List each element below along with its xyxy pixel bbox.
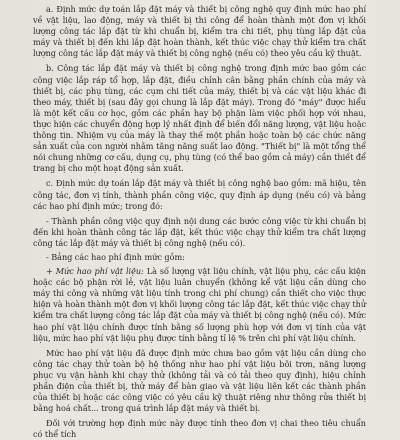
paragraph-cost-table: - Bảng các hao phí định mức gồm:	[46, 251, 185, 262]
paragraph-cutoff: Đối với trường hợp định mức này được tính theo đơn vị chai theo tiêu chuẩn có thể tích	[33, 418, 366, 440]
paragraph-a: a. Định mức dự toán lắp đặt máy và thiết bị công nghệ quy định mức hao phí về vật liệu, lao động, máy và thiết bị thi công để hoàn thành một đơn vị khối lượng công tác lắp đặt từ khi chuẩn bị, kiểm tra chi tiết, phụ tùng lắp đặt của máy và thiết bị đến khi lắp đặt hoàn thành, kết thúc việc chạy thử kiểm tra chất lượng công tác lắp đặt máy và thiết bị công nghệ (nếu có) theo yêu cầu kỹ thuật.	[33, 4, 366, 59]
paragraph-c: c. Định mức dự toán lắp đặt máy và thiết bị công nghệ bao gồm: mã hiệu, tên công tác, đơn vị tính, thành phần công việc, quy định áp dụng (nếu có) và bảng các hao phí định mức; trong đó:	[33, 178, 366, 211]
material-cost-body: Là số lượng vật liệu chính, vật liệu phụ, các cấu kiện hoặc các bộ phận rời lẻ, vật liệu luân chuyển (không kể vật liệu cần dùng cho máy thi công và những vật liệu tính trong chi phí chung) cần thiết cho việc thực hiện và hoàn thành một đơn vị khối lượng công tác lắp đặt, kết thúc việc chạy thử kiểm tra chất lượng công tác lắp đặt của máy và thiết bị công nghệ (nếu có). Mức hao phí vật liệu chính được tính bằng số lượng phù hợp với đơn vị tính của vật liệu, mức hao phí vật liệu phụ được tính bằng tỉ lệ % trên chi phí vật liệu chính.	[33, 266, 366, 343]
material-cost-lead: + Mức hao phí vật liệu:	[46, 266, 144, 277]
paragraph-b: b. Công tác lắp đặt máy và thiết bị công nghệ trong định mức bao gồm các công việc lắp ráp tổ hợp, lắp đặt, điều chỉnh cân bằng phần chính của máy và thiết bị, các phụ tùng, các cụm chi tiết của máy, thiết bị và các vật liệu khác đi theo máy, thiết bị (sau đây gọi chung là lắp đặt máy). Trong đó "máy" được hiểu là một kết cấu cơ học, gồm các phần hay bộ phận làm việc phối hợp với nhau, thực hiện các chuyển động hợp lý nhất định để biến đổi năng lượng, vật liệu hoặc thông tin. Nhiệm vụ của máy là thay thế một phần hoặc toàn bộ các chức năng sản xuất của con người nhằm tăng năng suất lao động. "Thiết bị" là một tổng thể nói chung những cơ cấu, dụng cụ, phụ tùng (có thể bao gồm cả máy) cần thiết để trang bị cho một hoạt động sản xuất.	[33, 63, 366, 174]
paragraph-work-components: - Thành phần công việc quy định nội dung các bước công việc từ khi chuẩn bị đến khi hoàn thành công tác lắp đặt, kết thúc việc chạy thử kiểm tra chất lượng công tác lắp đặt máy và thiết bị công nghệ (nếu có).	[33, 215, 366, 248]
paragraph-material-cost	[33, 266, 366, 344]
paragraph-material-note: Mức hao phí vật liệu đã được định mức chưa bao gồm vật liệu cần dùng cho công tác chạy thử toàn bộ hệ thống như hao phí vật liệu bôi trơn, năng lượng phục vụ vận hành khi chạy thử (không tải và có tải theo quy định), hiệu chỉnh phần điện của thiết bị, thử máy để bàn giao và vật liệu liên kết các thành phần của thiết bị hoặc các công việc có yêu cầu kỹ thuật riêng như thông rửa thiết bị bằng hoá chất... trong quá trình lắp đặt máy và thiết bị.	[33, 347, 366, 414]
